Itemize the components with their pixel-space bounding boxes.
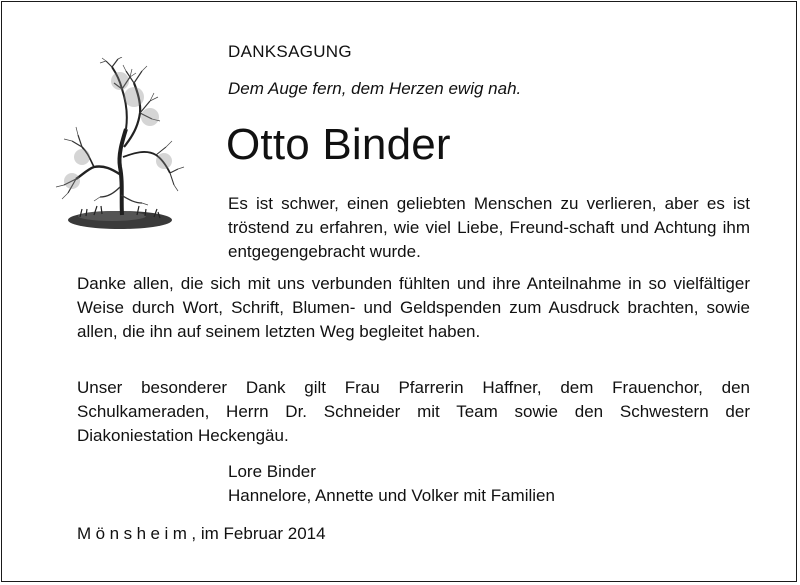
signatory-line: Lore Binder: [228, 462, 316, 481]
town: Mönsheim: [77, 524, 192, 543]
deceased-name: Otto Binder: [226, 120, 451, 169]
place-date: [77, 524, 326, 544]
signatories: [228, 460, 555, 508]
notice-heading: DANKSAGUNG: [228, 42, 352, 61]
obituary-notice: [1, 1, 797, 582]
date: , im Februar 2014: [191, 524, 326, 543]
motto: Dem Auge fern, dem Herzen ewig nah.: [228, 79, 522, 98]
signatory-line: Hannelore, Annette und Volker mit Familien: [228, 486, 555, 505]
intro-paragraph: Es ist schwer, einen geliebten Menschen zu verlieren, aber es ist tröstend zu erfahren, wie viel Liebe, Freund-schaft und Achtung ihm entgegengebracht wurde.: [228, 194, 750, 261]
thanks-paragraph: Danke allen, die sich mit uns verbunden fühlten und ihre Anteilnahme in so vielfältiger Weise durch Wort, Schrift, Blumen- und Geldspenden zum Ausdruck brachten, sowie allen, die ihn auf seinem letzten Weg begleitet haben.: [77, 274, 750, 341]
special-thanks-paragraph: Unser besonderer Dank gilt Frau Pfarrerin Haffner, dem Frauenchor, den Schulkameraden, Herrn Dr. Schneider mit Team sowie den Schwestern der Diakoniestation Heckengäu.: [77, 378, 750, 445]
tree-icon: [42, 57, 192, 237]
